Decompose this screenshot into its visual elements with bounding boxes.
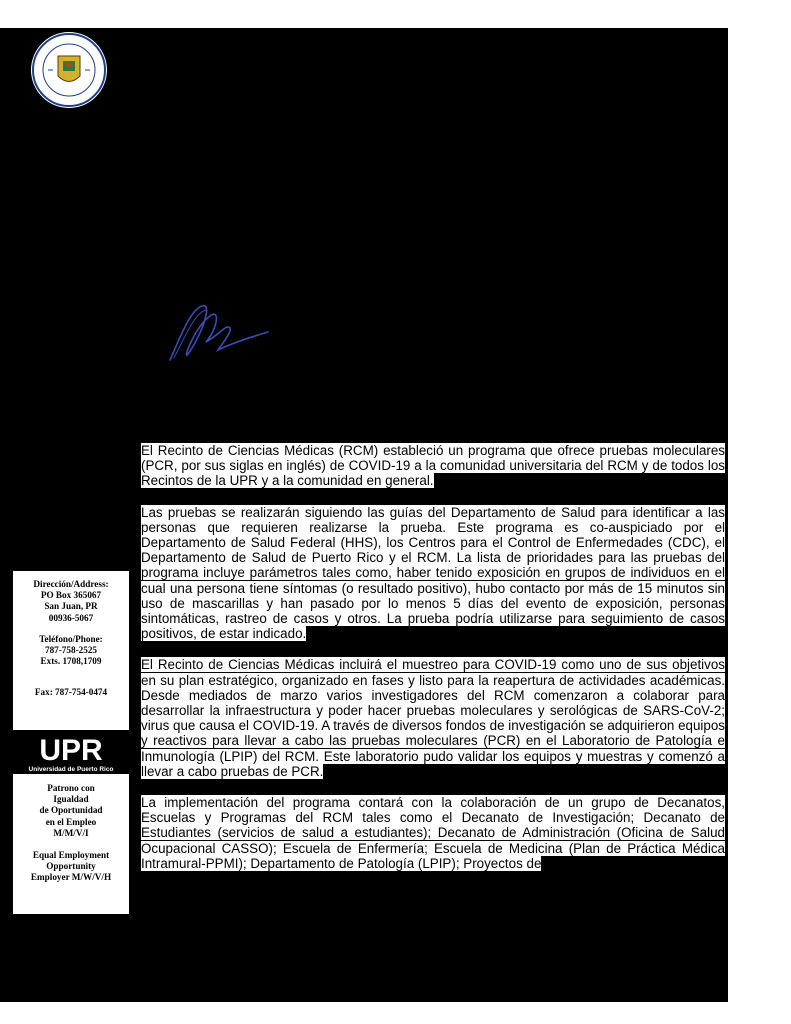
handwritten-signature [160,298,280,370]
eeo-line: en el Empleo [45,816,97,827]
eeo-line: M/M/V/I [53,827,89,838]
fax-number: Fax: 787-754-0474 [34,687,108,698]
eeo-line: de Oportunidad [39,805,103,816]
address-line: PO Box 365067 [40,590,102,601]
university-seal-logo [30,31,108,109]
phone-extensions: Exts. 1708,1709 [40,656,102,667]
eeo-line: Igualdad [53,794,89,805]
eeo-line: Employer M/W/V/H [30,872,112,883]
phone-label: Teléfono/Phone: [39,633,103,644]
address-label: Dirección/Address: [33,579,109,589]
eeo-line: Equal Employment [32,850,110,861]
equal-opportunity-notice [13,783,129,884]
phone-number: 787-758-2525 [44,645,98,656]
upr-logo-text: UPR [39,734,103,767]
paragraph: Las pruebas se realizarán siguiendo las guías del Departamento de Salud para identificar a las personas que requieren realizarse la prueba. Este programa es co-auspiciado por el Departamento de Salud Federal (HHS), los Centros para el Control de Enfermedades (CDC), el Departamento de Salud de Puerto Rico y el RCM. La lista de prioridades para las pruebas del programa incluye parámetros tales como, haber tenido exposición en grupos de individuos en el cual una persona tiene síntomas (o resultado positivo), hubo contacto por más de 15 minutos sin uso de mascarillas y han pasado por lo menos 5 días del evento de exposición, personas sintomáticas, rastreo de casos y otros. La prueba podría utilizarse para seguimiento de casos positivos, de estar indicado. [141,504,725,642]
paragraph: La implementación del programa contará con la colaboración de un grupo de Decanatos, Escuelas y Programas del RCM tales como el Decanato de Investigación; Decanato de Estudiantes (servicios de salud a estudiantes); Decanato de Administración (Oficina de Salud Ocupacional CASSO); Escuela de Enfermería; Escuela de Medicina (Plan de Práctica Médica Intramural-PPMI); Departamento de Patología (LPIP); Proyectos de [141,795,725,871]
eeo-line: Patrono con [47,783,95,793]
address-line: 00936-5067 [48,612,94,623]
upr-logo [13,730,129,774]
paragraph: El Recinto de Ciencias Médicas (RCM) estableció un programa que ofrece pruebas moleculares (PCR, por sus siglas en inglés) de COVID-19 a la comunidad universitaria del RCM y de todos los Recintos de la UPR y a la comunidad en general. [141,443,725,489]
letter-body [141,443,725,887]
upr-logo-subtext: Universidad de Puerto Rico [28,766,114,773]
paragraph: El Recinto de Ciencias Médicas incluirá el muestreo para COVID-19 como uno de sus objetivos en su plan estratégico, organizado en fases y listo para la reapertura de actividades académicas. Desde mediados de marzo varios investigadores del RCM comenzaron a colaborar para desarrollar la infraestructura y poder hacer pruebas moleculares y serológicas de SARS-CoV-2; virus que causa el COVID-19. A través de diversos fondos de investigación se adquirieron equipos y reactivos para llevar a cabo las pruebas moleculares (PCR) en el Laboratorio de Patología e Inmunología (LPIP) del RCM. Este laboratorio pudo validar los equipos y muestras y comenzó a llevar a cabo pruebas de PCR. [141,657,725,779]
eeo-line: Opportunity [46,861,96,872]
address-line: San Juan, PR [44,601,98,612]
